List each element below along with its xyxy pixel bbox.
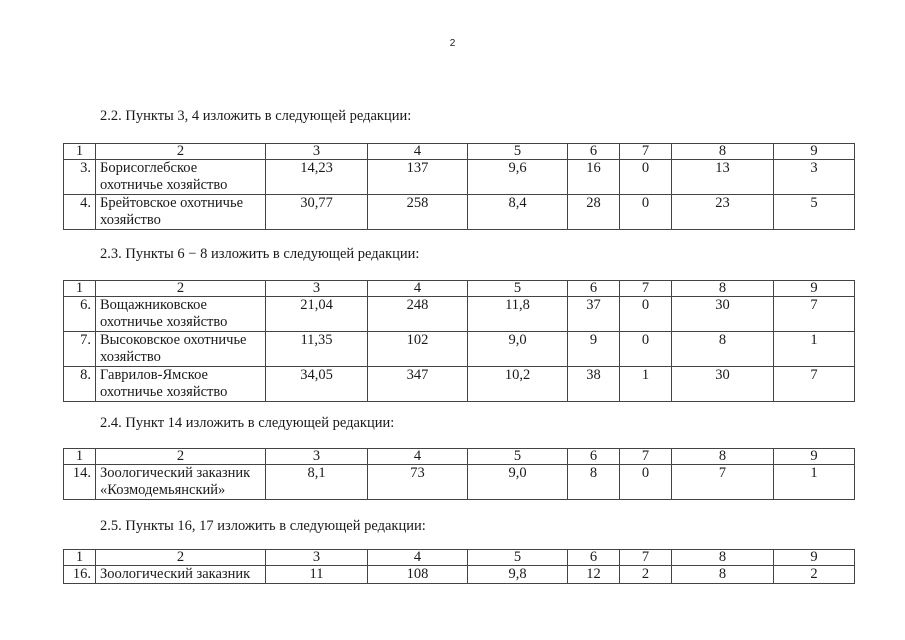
table-cell: 0 [620, 297, 672, 332]
header-cell: 2 [96, 144, 266, 160]
table-row [64, 297, 855, 332]
header-cell: 7 [620, 281, 672, 297]
header-cell: 6 [568, 449, 620, 465]
header-cell: 1 [64, 550, 96, 566]
section-heading: 2.4. Пункт 14 изложить в следующей редакции: [100, 415, 395, 431]
row-name: Вощажниковское охотничье хозяйство [96, 297, 266, 332]
table-cell: 7 [774, 297, 855, 332]
row-name: Гаврилов-Ямское охотничье хозяйство [96, 367, 266, 402]
header-cell: 5 [468, 550, 568, 566]
table-cell: 108 [368, 566, 468, 584]
header-cell: 6 [568, 550, 620, 566]
table-cell: 11 [266, 566, 368, 584]
table-cell: 11,8 [468, 297, 568, 332]
table-cell: 2 [620, 566, 672, 584]
table-cell: 7 [672, 465, 774, 500]
header-cell: 9 [774, 281, 855, 297]
table-cell: 8,1 [266, 465, 368, 500]
table-cell: 30 [672, 297, 774, 332]
table-cell: 9,0 [468, 465, 568, 500]
table-cell: 30 [672, 367, 774, 402]
table-cell: 37 [568, 297, 620, 332]
section-heading: 2.3. Пункты 6 − 8 изложить в следующей редакции: [100, 246, 420, 262]
header-cell: 2 [96, 550, 266, 566]
table-cell: 8,4 [468, 195, 568, 230]
header-cell: 4 [368, 449, 468, 465]
table-header-row [64, 144, 855, 160]
header-cell: 3 [266, 281, 368, 297]
table-cell: 102 [368, 332, 468, 367]
table-cell: 258 [368, 195, 468, 230]
header-cell: 6 [568, 144, 620, 160]
table-cell: 1 [774, 465, 855, 500]
table-cell: 23 [672, 195, 774, 230]
table-cell: 21,04 [266, 297, 368, 332]
section-heading: 2.5. Пункты 16, 17 изложить в следующей редакции: [100, 518, 426, 534]
table-cell: 248 [368, 297, 468, 332]
header-cell: 8 [672, 144, 774, 160]
section-heading: 2.2. Пункты 3, 4 изложить в следующей редакции: [100, 108, 412, 124]
header-cell: 5 [468, 144, 568, 160]
header-cell: 8 [672, 281, 774, 297]
header-cell: 3 [266, 550, 368, 566]
header-cell: 7 [620, 144, 672, 160]
header-cell: 1 [64, 144, 96, 160]
header-cell: 1 [64, 449, 96, 465]
row-number: 8. [64, 367, 96, 402]
table-cell: 3 [774, 160, 855, 195]
header-cell: 3 [266, 144, 368, 160]
header-cell: 3 [266, 449, 368, 465]
table-cell: 0 [620, 195, 672, 230]
table-cell: 8 [672, 566, 774, 584]
table-cell: 5 [774, 195, 855, 230]
table-row [64, 367, 855, 402]
table-cell: 30,77 [266, 195, 368, 230]
data-table [63, 549, 855, 584]
row-name: Зоологический заказник [96, 566, 266, 584]
header-cell: 4 [368, 550, 468, 566]
table-cell: 1 [620, 367, 672, 402]
row-number: 3. [64, 160, 96, 195]
table-cell: 137 [368, 160, 468, 195]
header-cell: 9 [774, 550, 855, 566]
table-cell: 7 [774, 367, 855, 402]
row-name: Брейтовское охотничье хозяйство [96, 195, 266, 230]
table-row [64, 160, 855, 195]
table-cell: 9,6 [468, 160, 568, 195]
table-cell: 347 [368, 367, 468, 402]
header-cell: 9 [774, 144, 855, 160]
row-number: 4. [64, 195, 96, 230]
table-cell: 38 [568, 367, 620, 402]
table-cell: 14,23 [266, 160, 368, 195]
header-cell: 2 [96, 281, 266, 297]
table-cell: 16 [568, 160, 620, 195]
table-cell: 11,35 [266, 332, 368, 367]
table-header-row [64, 281, 855, 297]
row-number: 7. [64, 332, 96, 367]
header-cell: 8 [672, 449, 774, 465]
table-cell: 13 [672, 160, 774, 195]
table-cell: 0 [620, 332, 672, 367]
table-cell: 8 [568, 465, 620, 500]
row-name: Борисоглебское охотничье хозяйство [96, 160, 266, 195]
data-table [63, 280, 855, 402]
table-cell: 8 [672, 332, 774, 367]
header-cell: 7 [620, 449, 672, 465]
data-table [63, 448, 855, 500]
data-table [63, 143, 855, 230]
header-cell: 4 [368, 144, 468, 160]
header-cell: 6 [568, 281, 620, 297]
header-cell: 7 [620, 550, 672, 566]
header-cell: 2 [96, 449, 266, 465]
table-row [64, 195, 855, 230]
table-row [64, 566, 855, 584]
header-cell: 5 [468, 449, 568, 465]
table-cell: 73 [368, 465, 468, 500]
table-cell: 12 [568, 566, 620, 584]
table-header-row [64, 449, 855, 465]
table-cell: 9 [568, 332, 620, 367]
table-row [64, 332, 855, 367]
table-header-row [64, 550, 855, 566]
page-number: 2 [449, 38, 456, 49]
row-name: Зоологический заказник «Козмодемьянский» [96, 465, 266, 500]
row-name: Высоковское охотничье хозяйство [96, 332, 266, 367]
row-number: 6. [64, 297, 96, 332]
table-cell: 9,8 [468, 566, 568, 584]
table-cell: 2 [774, 566, 855, 584]
row-number: 14. [64, 465, 96, 500]
row-number: 16. [64, 566, 96, 584]
header-cell: 4 [368, 281, 468, 297]
table-cell: 10,2 [468, 367, 568, 402]
table-cell: 28 [568, 195, 620, 230]
table-cell: 0 [620, 465, 672, 500]
header-cell: 8 [672, 550, 774, 566]
table-row [64, 465, 855, 500]
table-cell: 34,05 [266, 367, 368, 402]
header-cell: 1 [64, 281, 96, 297]
header-cell: 9 [774, 449, 855, 465]
table-cell: 1 [774, 332, 855, 367]
table-cell: 9,0 [468, 332, 568, 367]
header-cell: 5 [468, 281, 568, 297]
table-cell: 0 [620, 160, 672, 195]
